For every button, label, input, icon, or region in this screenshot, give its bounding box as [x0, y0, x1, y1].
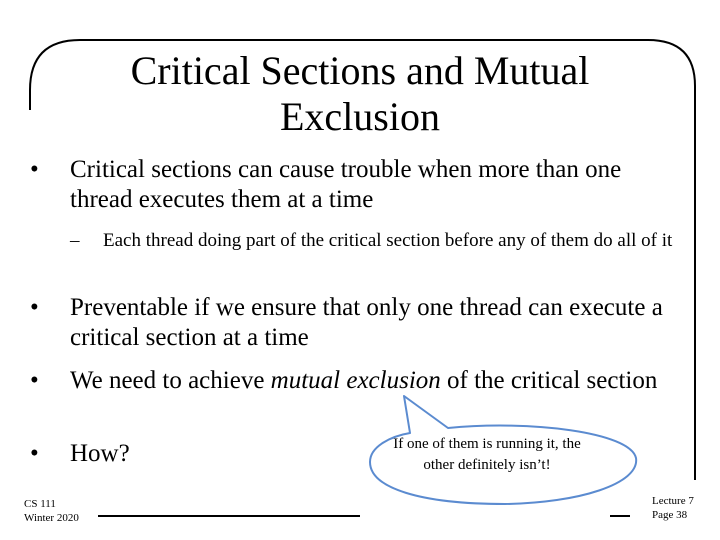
dash-marker: –: [70, 230, 80, 251]
bullet-marker: •: [30, 294, 39, 321]
bullet-text: How?: [70, 440, 130, 467]
bullet-marker: •: [30, 440, 39, 467]
bullet-item: [30, 366, 670, 396]
sub-bullet-item: [70, 228, 680, 254]
footer-course-info: [24, 497, 79, 525]
page-number: Page 38: [652, 509, 688, 521]
bullet-text: Preventable if we ensure that only one thread can execute a critical section at a time: [70, 294, 663, 351]
bullet-marker: •: [30, 156, 39, 183]
bullet-text: [70, 366, 670, 396]
footer-page-info: [652, 494, 694, 522]
bullet-text-lead: We need to achieve: [70, 367, 271, 394]
emphasis-term: mutual exclusion: [270, 367, 441, 394]
slide-title: Critical Sections and Mutual Exclusion: [130, 48, 590, 139]
bullet-text: Critical sections can cause trouble when more than one thread executes them at a time: [70, 156, 622, 213]
course-name: CS 111: [24, 498, 56, 510]
bullet-text-tail: of the critical section: [440, 367, 658, 394]
bullet-marker: •: [30, 367, 39, 394]
sub-bullet-text: Each thread doing part of the critical section before any of them do all of it: [103, 230, 673, 251]
callout-text: If one of them is running it, the other definitely isn’t!: [393, 436, 581, 473]
bullet-item: [30, 293, 670, 353]
course-term: Winter 2020: [24, 512, 79, 524]
bullet-item: [30, 155, 670, 215]
lecture-number: Lecture 7: [652, 495, 694, 507]
